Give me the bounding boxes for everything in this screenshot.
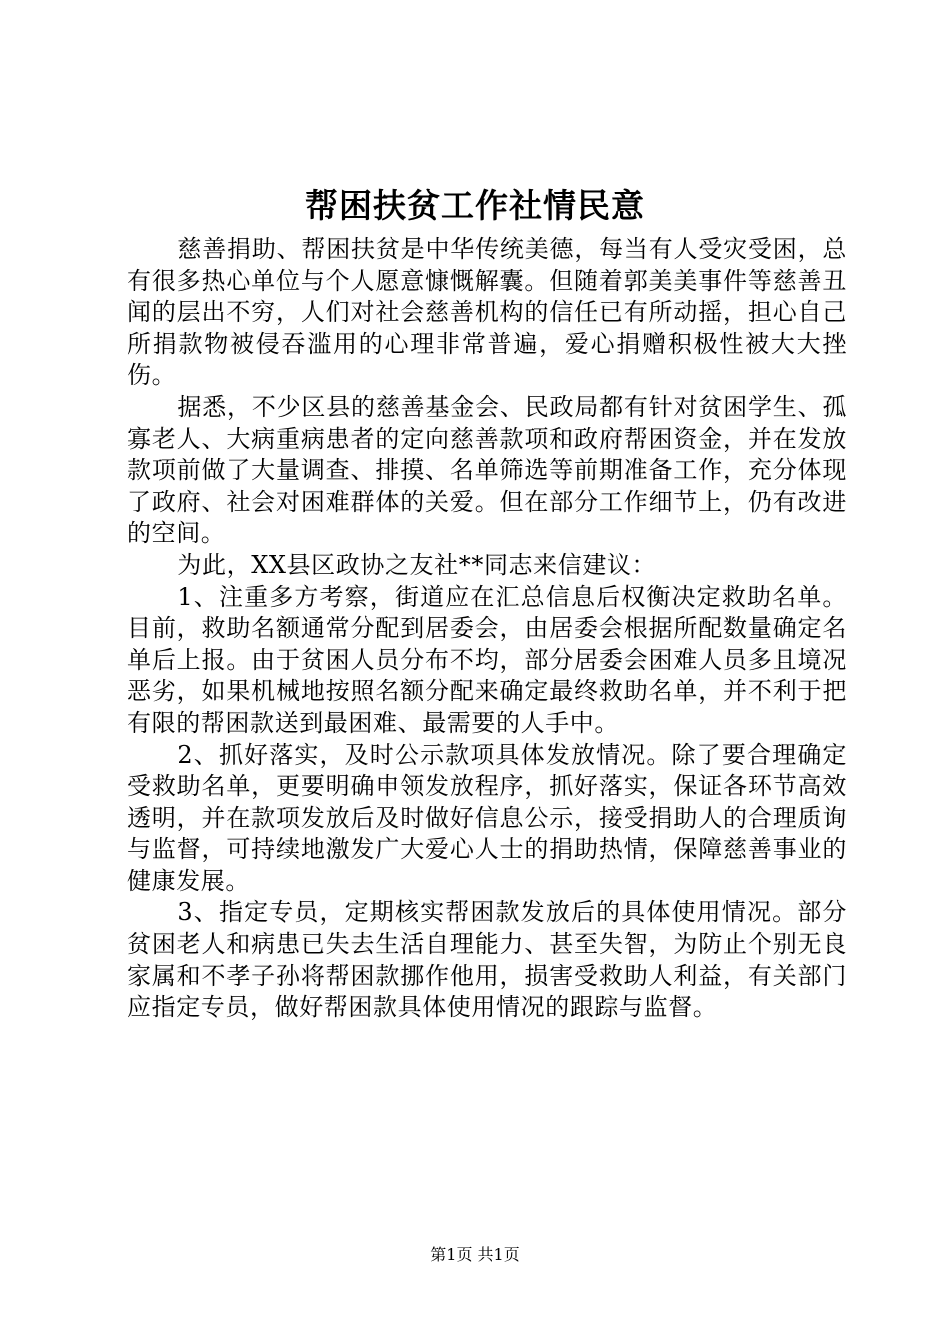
paragraph-intro: 慈善捐助、帮困扶贫是中华传统美德，每当有人受灾受困，总有很多热心单位与个人愿意慷慨解囊。但随着郭美美事件等慈善丑闻的层出不穷，人们对社会慈善机构的信任已有所动摇，担心自己所捐款物被侵吞滥用的心理非常普遍，爱心捐赠积极性被大大挫伤。: [127, 235, 847, 390]
page-number-footer: 第1页 共1页: [430, 1245, 520, 1264]
paragraph-suggestion-1: 1、注重多方考察，街道应在汇总信息后权衡决定救助名单。目前，救助名额通常分配到居委会，由居委会根据所配数量确定名单后上报。由于贫困人员分布不均，部分居委会困难人员多且境况恶劣，如果机械地按照名额分配来确定最终救助名单，并不利于把有限的帮困款送到最困难、最需要的人手中。: [127, 582, 847, 737]
paragraph-suggestion-3: 3、指定专员，定期核实帮困款发放后的具体使用情况。部分贫困老人和病患已失去生活自理能力、甚至失智，为防止个别无良家属和不孝子孙将帮困款挪作他用，损害受救助人利益，有关部门应指定专员，做好帮困款具体使用情况的跟踪与监督。: [127, 898, 847, 1022]
document-body: [127, 234, 847, 1024]
paragraph-background: 据悉，不少区县的慈善基金会、民政局都有针对贫困学生、孤寡老人、大病重病患者的定向慈善款项和政府帮困资金，并在发放款项前做了大量调查、排摸、名单筛选等前期准备工作，充分体现了政府、社会对困难群体的关爱。但在部分工作细节上，仍有改进的空间。: [127, 392, 847, 548]
document-title: 帮困扶贫工作社情民意: [305, 186, 645, 225]
paragraph-suggestion-2: 2、抓好落实，及时公示款项具体发放情况。除了要合理确定受救助名单，更要明确申领发放程序，抓好落实，保证各环节高效透明，并在款项发放后及时做好信息公示，接受捐助人的合理质询与监督，可持续地激发广大爱心人士的捐助热情，保障慈善事业的健康发展。: [127, 740, 847, 895]
paragraph-proposal-lead: 为此，XX县区政协之友社**同志来信建议：: [177, 550, 657, 579]
